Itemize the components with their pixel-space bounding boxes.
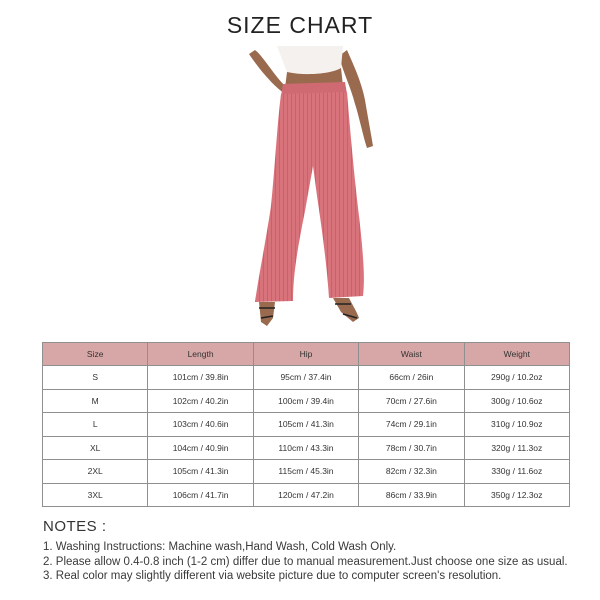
header-hip: Hip xyxy=(253,343,358,366)
cell-size: 3XL xyxy=(43,483,148,507)
note-item: 3. Real color may slightly different via website picture due to computer screen's resolution. xyxy=(43,570,502,582)
table-row xyxy=(43,389,570,413)
note-item: 1. Washing Instructions: Machine wash,Hand Wash, Cold Wash Only. xyxy=(43,541,397,553)
table-row xyxy=(43,436,570,460)
cell-length: 105cm / 41.3in xyxy=(148,460,253,484)
cell-hip: 95cm / 37.4in xyxy=(253,366,358,390)
cell-length: 101cm / 39.8in xyxy=(148,366,253,390)
cell-weight: 350g / 12.3oz xyxy=(464,483,569,507)
cell-hip: 120cm / 47.2in xyxy=(253,483,358,507)
cell-length: 104cm / 40.9in xyxy=(148,436,253,460)
cell-weight: 320g / 11.3oz xyxy=(464,436,569,460)
table-row xyxy=(43,413,570,437)
cell-size: M xyxy=(43,389,148,413)
cell-waist: 70cm / 27.6in xyxy=(359,389,464,413)
header-size: Size xyxy=(43,343,148,366)
product-photo xyxy=(215,46,385,330)
header-length: Length xyxy=(148,343,253,366)
cell-waist: 66cm / 26in xyxy=(359,366,464,390)
page-title: SIZE CHART xyxy=(226,12,374,38)
cell-size: 2XL xyxy=(43,460,148,484)
notes-title: NOTES : xyxy=(43,518,107,535)
cell-hip: 110cm / 43.3in xyxy=(253,436,358,460)
cell-hip: 100cm / 39.4in xyxy=(253,389,358,413)
cell-size: S xyxy=(43,366,148,390)
cell-waist: 74cm / 29.1in xyxy=(359,413,464,437)
cell-weight: 300g / 10.6oz xyxy=(464,389,569,413)
table-row xyxy=(43,460,570,484)
cell-weight: 290g / 10.2oz xyxy=(464,366,569,390)
table-row xyxy=(43,483,570,507)
cell-length: 102cm / 40.2in xyxy=(148,389,253,413)
cell-waist: 86cm / 33.9in xyxy=(359,483,464,507)
cell-waist: 78cm / 30.7in xyxy=(359,436,464,460)
cell-weight: 310g / 10.9oz xyxy=(464,413,569,437)
cell-size: L xyxy=(43,413,148,437)
header-waist: Waist xyxy=(359,343,464,366)
cell-length: 103cm / 40.6in xyxy=(148,413,253,437)
size-table xyxy=(42,342,570,507)
note-item: 2. Please allow 0.4-0.8 inch (1-2 cm) differ due to manual measurement.Just choose one size as usual. xyxy=(43,555,568,568)
table-header-row xyxy=(43,343,570,366)
cell-weight: 330g / 11.6oz xyxy=(464,460,569,484)
table-row xyxy=(43,366,570,390)
cell-size: XL xyxy=(43,436,148,460)
notes-section xyxy=(43,518,583,584)
header-weight: Weight xyxy=(464,343,569,366)
cell-waist: 82cm / 32.3in xyxy=(359,460,464,484)
cell-hip: 115cm / 45.3in xyxy=(253,460,358,484)
cell-hip: 105cm / 41.3in xyxy=(253,413,358,437)
cell-length: 106cm / 41.7in xyxy=(148,483,253,507)
